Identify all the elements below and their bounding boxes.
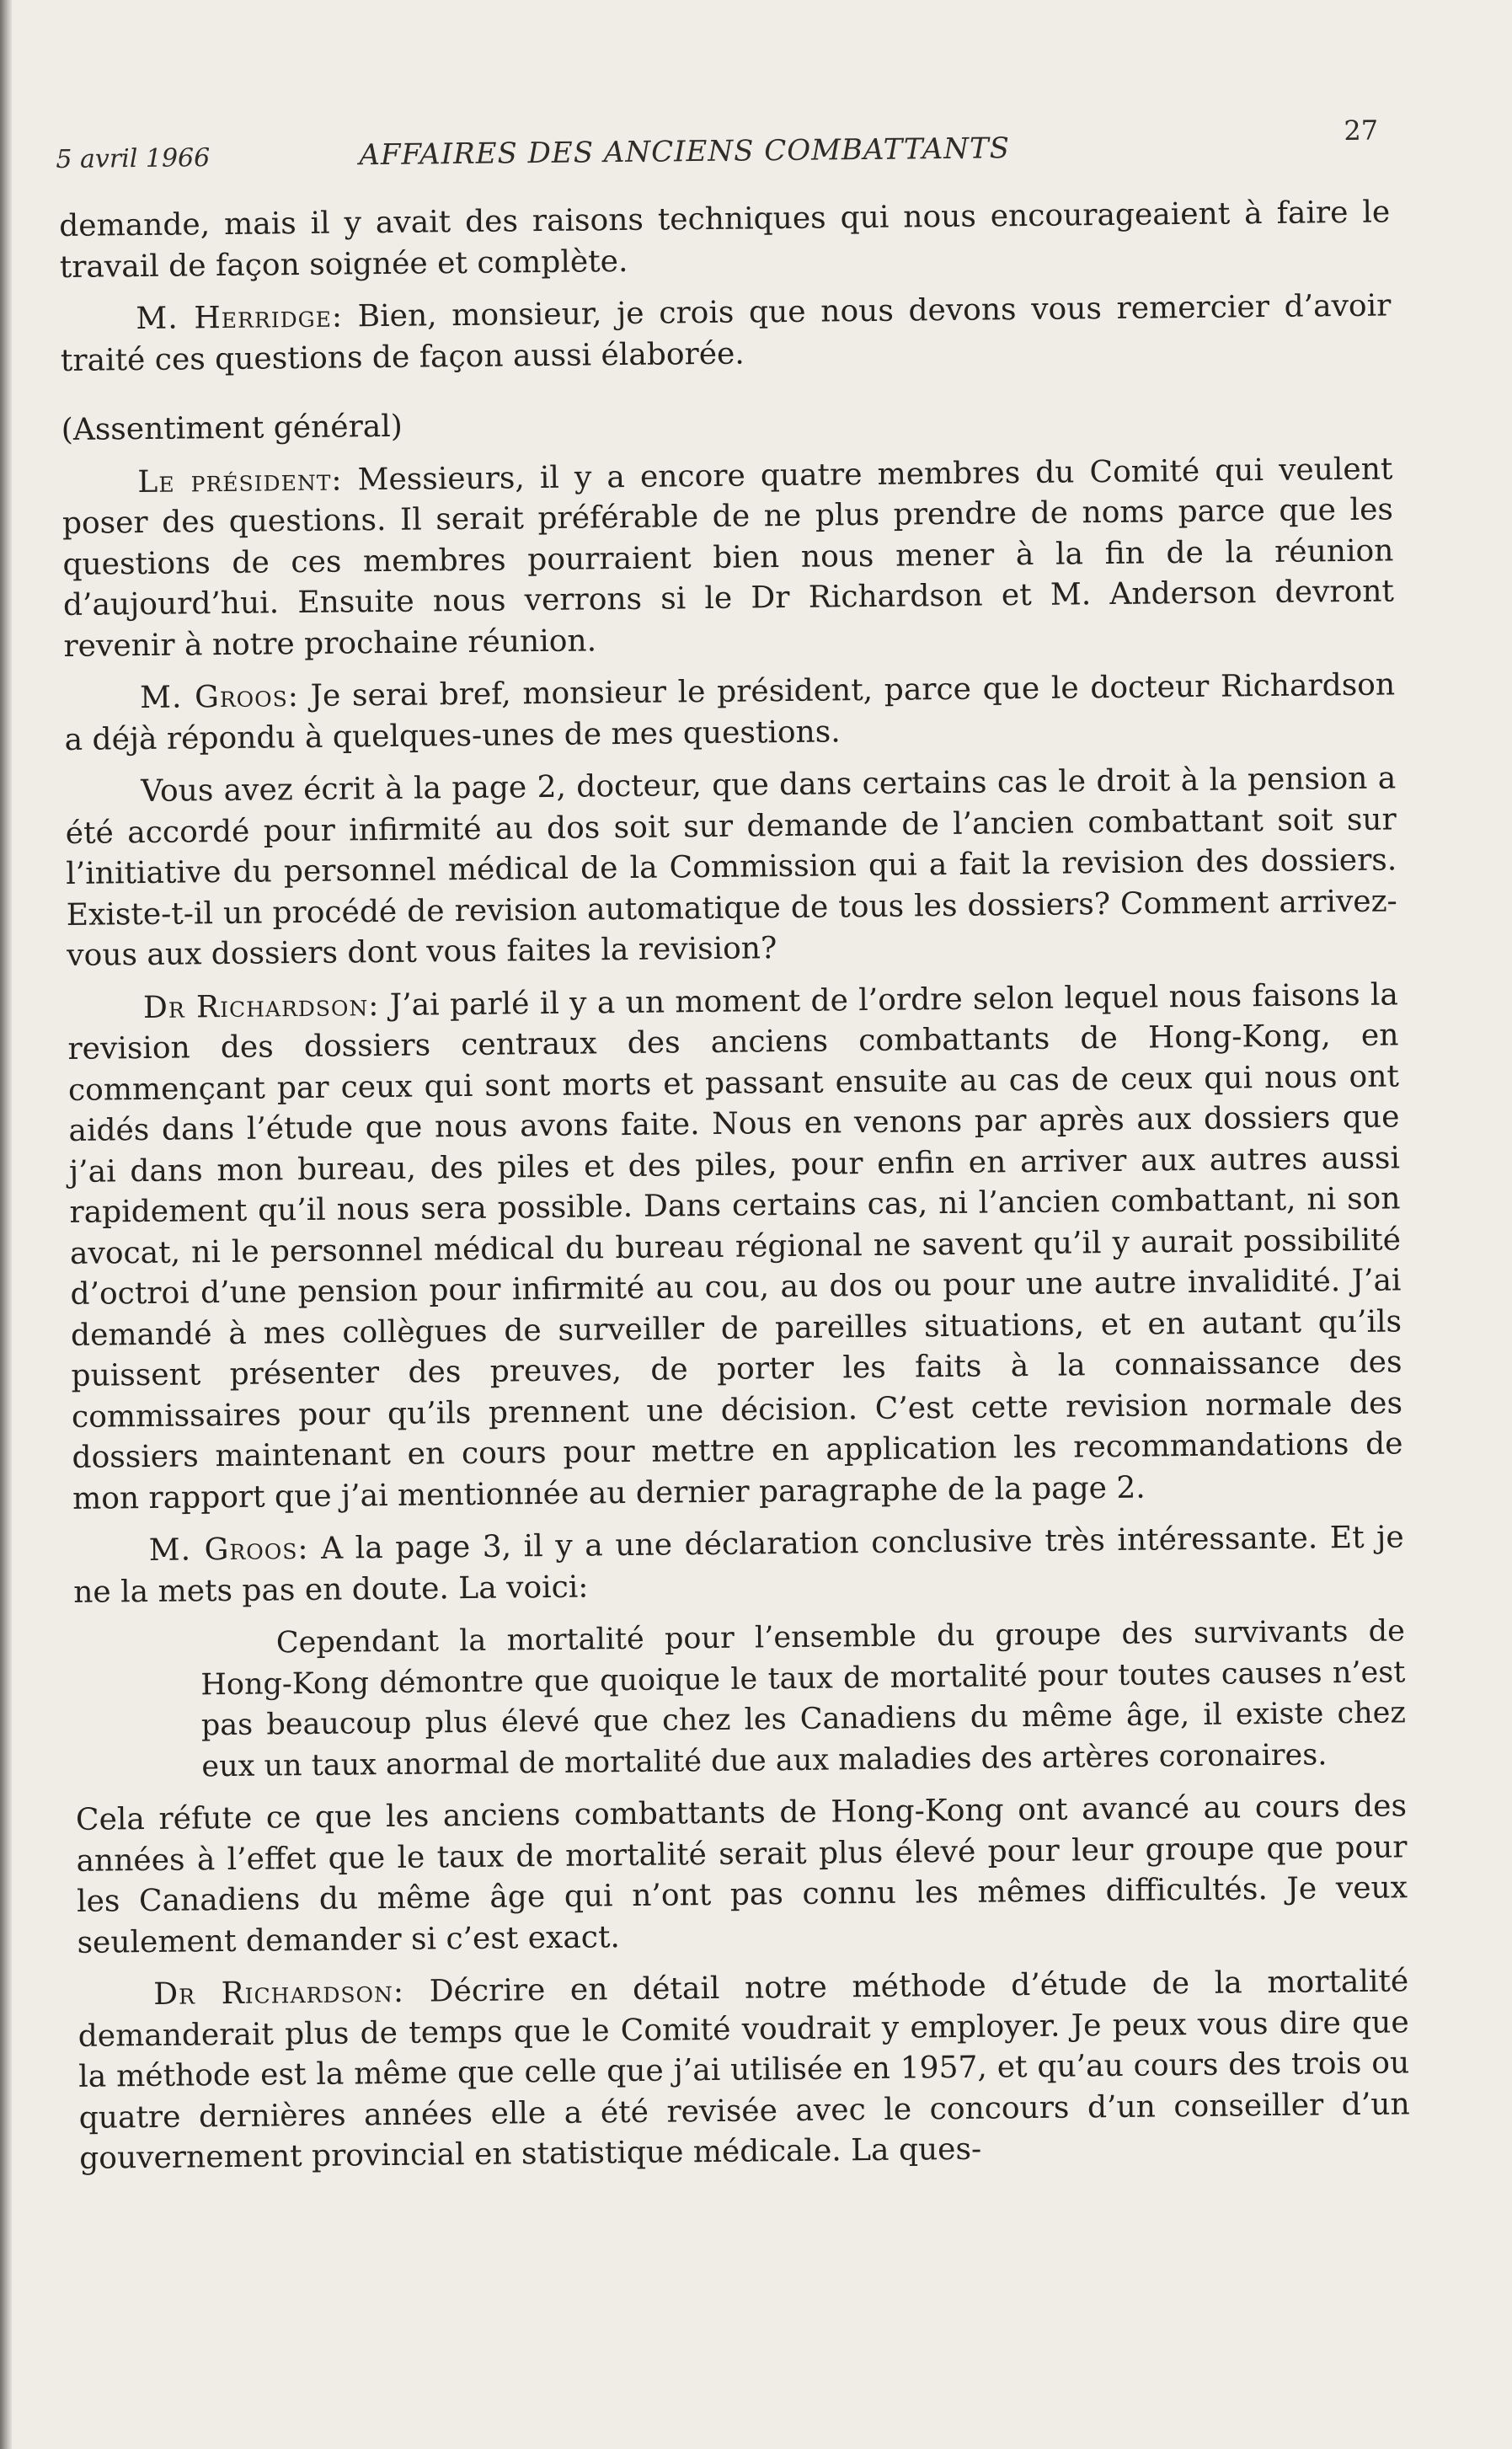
speaker-label: M. Groos: xyxy=(139,679,300,716)
page-body xyxy=(59,192,1411,2191)
paragraph-richardson-2: Dr Richardson: Décrire en détail notre méthode d’étude de la mortalité demanderait plus de temps que le Comité voudrait y employer. Je peux vous dire que la méthode est la même que celle que j’ai utilisée en 1957, et qu’au cours des trois ou quatre dernières années elle a été revisée avec le concours d’un conseiller d’un gouvernement provincial en statistique médicale. La ques- xyxy=(77,1964,1410,2176)
page-binding-edge xyxy=(0,0,12,2449)
speaker-label: M. Groos: xyxy=(148,1531,309,1568)
paragraph-question: Vous avez écrit à la page 2, docteur, que dans certains cas le droit à la pension a été accordé pour infirmité au dos soit sur demande de l’ancien combattant soit sur l’initiative du personnel médical de la Commission qui a fait la revision des dossiers. Existe-t-il un procédé de revision automatique de tous les dossiers? Comment arrivez-vous aux dossiers dont vous faites la revision? xyxy=(65,761,1397,973)
paragraph-groos-3: Cela réfute ce que les anciens combattants de Hong-Kong ont avancé au cours des années à l’effet que le taux de mortalité serait plus élevé pour leur groupe que pour les Canadiens du même âge qui n’ont pas connu les mêmes difficultés. Je veux seulement demander si c’est exact. xyxy=(75,1789,1408,1960)
paragraph-herridge: M. Herridge: Bien, monsieur, je crois que nous devons vous remercier d’avoir traité ces questions de façon aussi élaborée. xyxy=(60,288,1392,378)
page-header xyxy=(56,115,1379,179)
running-title: AFFAIRES DES ANCIENS COMBATTANTS xyxy=(359,131,1011,173)
page-number: 27 xyxy=(1344,114,1379,147)
paragraph-richardson-1: Dr Richardson: J’ai parlé il y a un moment de l’ordre selon lequel nous faisons la revision des dossiers centraux des anciens combattants de Hong-Kong, en commençant par ceux qui sont morts et passant ensuite au cas de ceux qui nous ont aidés dans l’étude que nous avons faite. Nous en venons par après aux dossiers que j’ai dans mon bureau, des piles et des piles, pour enfin en arriver aux autres aussi rapidement qu’il nous sera possible. Dans certains cas, ni l’ancien combattant, ni son avocat, ni le personnel médical du bureau régional ne savent qu’il y aurait possibilité d’octroi d’une pension pour infirmité au cou, au dos ou pour une autre invalidité. J’ai demandé à mes collègues de surveiller de pareilles situations, et en autant qu’ils puissent présenter des preuves, de porter les faits à la connaissance des commissaires pour qu’ils prennent une décision. C’est cette revision normale des dossiers maintenant en cours pour mettre en application les recommandations de mon rapport que j’ai mentionnée au dernier paragraphe de la page 2. xyxy=(67,976,1403,1516)
speaker-label: Dr Richardson: xyxy=(142,987,380,1025)
paragraph-continuation: demande, mais il y avait des raisons techniques qui nous encourageaient à faire le travail de façon soignée et complète. xyxy=(59,195,1391,285)
speaker-label: M. Herridge: xyxy=(136,299,344,337)
paragraph-groos-2: M. Groos: A la page 3, il y a une déclaration conclusive très intéressante. Et je ne la mets pas en doute. La voici: xyxy=(73,1520,1404,1610)
paragraph-assent: (Assentiment général) xyxy=(61,409,403,447)
paragraph-groos-1: M. Groos: Je serai bref, monsieur le président, parce que le docteur Richardson a déjà répondu à quelques-unes de mes questions. xyxy=(64,667,1396,757)
paragraph-president: Le président: Messieurs, il y a encore quatre membres du Comité qui veulent poser des questions. Il serait préférable de ne plus prendre de noms parce que les questions de ces membres pourraient bien nous mener à la fin de la réunion d’aujourd’hui. Ensuite nous verrons si le Dr Richardson et M. Anderson devront revenir à notre prochaine réunion. xyxy=(61,451,1395,664)
speaker-label: Dr Richardson: xyxy=(153,1974,405,2012)
header-date: 5 avril 1966 xyxy=(56,143,211,174)
speaker-label: Le président: xyxy=(137,462,343,500)
block-quote: Cependant la mortalité pour l’ensemble du groupe des survivants de Hong-Kong démontre que quoique le taux de mortalité pour toutes causes n’est pas beaucoup plus élevé que chez les Canadiens du même âge, il existe chez eux un taux anormal de mortalité due aux maladies des artères coronaires. xyxy=(200,1614,1407,1783)
